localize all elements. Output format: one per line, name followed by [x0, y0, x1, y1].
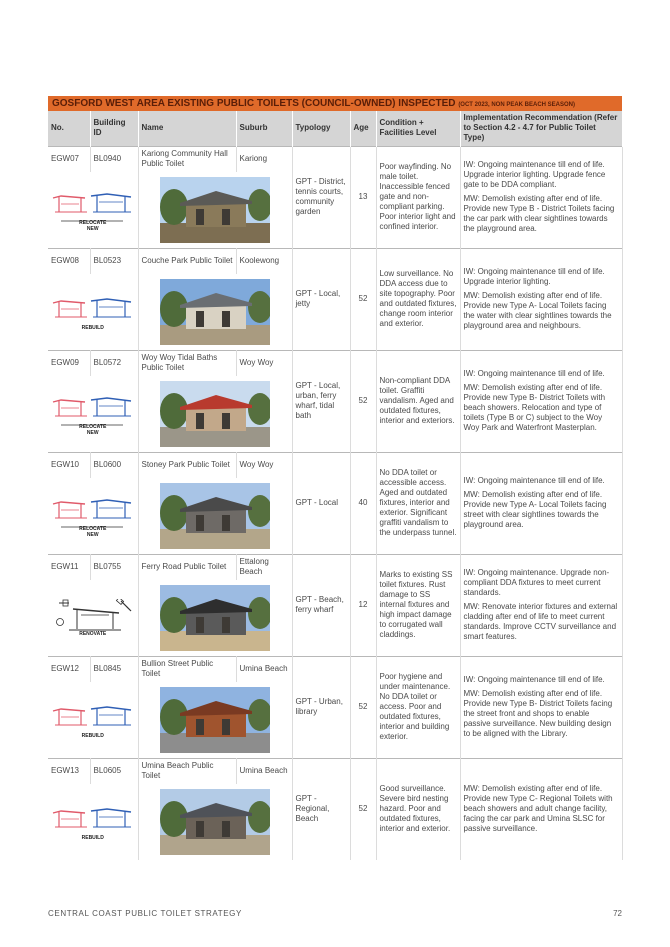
header-age: Age — [350, 111, 376, 146]
cell-no: EGW10 — [48, 452, 90, 478]
cell-recommendation — [460, 248, 622, 350]
page-number: 72 — [613, 909, 622, 918]
toilet-photo — [160, 789, 270, 855]
cell-recommendation — [460, 656, 622, 758]
cell-photo — [138, 274, 292, 350]
cell-no: EGW11 — [48, 554, 90, 580]
recommendation-item: MW: Demolish existing after end of life. Provide new Type A- Local Toilets facing the water with clear sightlines towards the playground area and neighbours. — [463, 291, 612, 330]
cell-photo — [138, 172, 292, 248]
cell-no: EGW07 — [48, 146, 90, 172]
cell-diagram — [48, 274, 138, 350]
cell-age: 52 — [350, 656, 376, 758]
cell-diagram — [48, 376, 138, 452]
cell-diagram — [48, 682, 138, 758]
cell-no: EGW08 — [48, 248, 90, 274]
cell-condition: Poor wayfinding. No male toilet. Inaccessible fenced gate and non-compliant parking. Poor interior light and confined interior. — [376, 146, 460, 248]
cell-diagram — [48, 172, 138, 248]
diagram-label: RELOCATE — [79, 219, 107, 226]
toilet-photo — [160, 177, 270, 243]
recommendation-item: MW: Demolish existing after end of life. Provide new Type C- Regional Toilets with beach showers and adult change facility, facing the car park and Umina SLSC for passive surveillance. — [463, 784, 613, 834]
recommendation-item: IW: Ongoing maintenance. Upgrade non-compliant DDA fixtures to meet current standards. — [463, 568, 610, 597]
cell-recommendation — [460, 350, 622, 452]
recommendation-item: IW: Ongoing maintenance till end of life. Upgrade interior lighting. Upgrade fence gate to be DDA compliant. — [463, 160, 606, 189]
cell-photo — [138, 376, 292, 452]
cell-typology: GPT - Local — [292, 452, 350, 554]
cell-photo — [138, 682, 292, 758]
toilet-photo — [160, 381, 270, 447]
cell-building-id: BL0600 — [90, 452, 138, 478]
cell-condition: Good surveillance. Severe bird nesting hazard. Poor and outdated fixtures, interior and exterior. — [376, 758, 460, 860]
table-row — [48, 248, 622, 274]
cell-no: EGW12 — [48, 656, 90, 682]
diagram-label: REBUILD — [81, 835, 104, 841]
cell-photo — [138, 784, 292, 860]
cell-recommendation — [460, 554, 622, 656]
cell-photo — [138, 580, 292, 656]
diagram-label: RELOCATE — [79, 423, 107, 430]
diagram-sublabel: NEW — [86, 429, 99, 436]
cell-name: Umina Beach Public Toilet — [138, 758, 236, 784]
diagram-label: RENOVATE — [79, 630, 107, 637]
diagram-sublabel: NEW — [86, 531, 99, 538]
recommendation-item: IW: Ongoing maintenance till end of life. — [463, 675, 605, 684]
cell-age: 13 — [350, 146, 376, 248]
table-row — [48, 656, 622, 682]
cell-name: Ferry Road Public Toilet — [138, 554, 236, 580]
cell-typology: GPT - Urban, library — [292, 656, 350, 758]
cell-photo — [138, 478, 292, 554]
cell-building-id: BL0523 — [90, 248, 138, 274]
cell-building-id: BL0572 — [90, 350, 138, 376]
cell-suburb: Woy Woy — [236, 350, 292, 376]
cell-name: Woy Woy Tidal Baths Public Toilet — [138, 350, 236, 376]
table-row — [48, 350, 622, 376]
cell-typology: GPT - Local, jetty — [292, 248, 350, 350]
recommendation-item: MW: Demolish existing after end of life. Provide new Type A- Local Toilets facing street with clear sightlines towards the playground area. — [463, 490, 607, 529]
cell-recommendation — [460, 452, 622, 554]
cell-condition: Poor hygiene and under maintenance. No DDA toilet or access. Poor and outdated fixtures, interior and building exterior. — [376, 656, 460, 758]
cell-suburb: Kariong — [236, 146, 292, 172]
table-row — [48, 452, 622, 478]
cell-condition: Marks to existing SS toilet fixtures. Rust damage to SS internal fixtures and high impact damage to corrugated wall claddings. — [376, 554, 460, 656]
cell-suburb: Ettalong Beach — [236, 554, 292, 580]
cell-name: Bullion Street Public Toilet — [138, 656, 236, 682]
cell-recommendation — [460, 758, 622, 860]
cell-building-id: BL0940 — [90, 146, 138, 172]
toilet-photo — [160, 279, 270, 345]
cell-age: 52 — [350, 350, 376, 452]
header-condition: Condition + Facilities Level — [376, 111, 460, 146]
diagram-label: REBUILD — [81, 324, 104, 331]
recommendation-item: IW: Ongoing maintenance till end of life. — [463, 369, 605, 378]
table-row — [48, 554, 622, 580]
cell-building-id: BL0845 — [90, 656, 138, 682]
cell-typology: GPT - Regional, Beach — [292, 758, 350, 860]
cell-typology: GPT - Beach, ferry wharf — [292, 554, 350, 656]
public-toilets-table — [48, 111, 623, 860]
cell-diagram — [48, 784, 138, 860]
toilet-photo — [160, 585, 270, 651]
recommendation-item: MW: Demolish existing after end of life. Provide new Type B - District Toilets facing the car park with clear sightlines towards the playground area. — [463, 194, 615, 233]
recommendation-item: MW: Renovate interior fixtures and external cladding after end of life to meet current standards. Improve CCTV surveillance and smart features. — [463, 602, 618, 641]
cell-name: Couche Park Public Toilet — [138, 248, 236, 274]
cell-condition: Low surveillance. No DDA access due to site topography. Poor and outdated fixtures, change room interior and exterior. — [376, 248, 460, 350]
diagram-sublabel: NEW — [86, 225, 99, 232]
recommendation-item: MW: Demolish existing after end of life. Provide new Type B- District Toilets facing the street front and shops to enable passive surveillance. New building design to be aligned with the Library. — [463, 689, 613, 738]
table-header-row — [48, 111, 622, 146]
header-suburb: Suburb — [236, 111, 292, 146]
cell-recommendation — [460, 146, 622, 248]
cell-age: 52 — [350, 758, 376, 860]
toilet-photo — [160, 483, 270, 549]
diagram-label: RELOCATE — [79, 525, 107, 532]
cell-condition: Non-compliant DDA toilet. Graffiti vandalism. Aged and outdated fixtures, interior and exteriors. — [376, 350, 460, 452]
cell-building-id: BL0755 — [90, 554, 138, 580]
cell-typology: GPT - Local, urban, ferry wharf, tidal bath — [292, 350, 350, 452]
cell-suburb: Umina Beach — [236, 656, 292, 682]
cell-typology: GPT - District, tennis courts, community garden — [292, 146, 350, 248]
toilet-photo — [160, 687, 270, 753]
table-title-banner — [48, 96, 622, 111]
recommendation-item: IW: Ongoing maintenance till end of life. — [463, 476, 605, 485]
table-row — [48, 758, 622, 784]
header-no: No. — [48, 111, 90, 146]
cell-diagram — [48, 580, 138, 656]
header-recommendation: Implementation Recommendation (Refer to Section 4.2 - 4.7 for Public Toilet Type) — [460, 111, 622, 146]
diagram-label: REBUILD — [81, 732, 104, 739]
cell-age: 12 — [350, 554, 376, 656]
cell-condition: No DDA toilet or accessible access. Aged and outdated fixtures, interior and exterior. Significant graffiti vandalism to the underpass tunnel. — [376, 452, 460, 554]
recommendation-item: IW: Ongoing maintenance till end of life. Upgrade interior lighting. — [463, 267, 605, 286]
recommendation-item: MW: Demolish existing after end of life. Provide new Type B- District Toilets with beach showers. Relocation and type of toilets (Type B or C) subject to the Woy Woy Park and Waterfront Masterplan. — [463, 383, 606, 432]
cell-name: Stoney Park Public Toilet — [138, 452, 236, 478]
cell-diagram — [48, 478, 138, 554]
cell-name: Kariong Community Hall Public Toilet — [138, 146, 236, 172]
footer-title: CENTRAL COAST PUBLIC TOILET STRATEGY — [48, 909, 242, 918]
cell-age: 40 — [350, 452, 376, 554]
cell-suburb: Koolewong — [236, 248, 292, 274]
table-row — [48, 146, 622, 172]
cell-building-id: BL0605 — [90, 758, 138, 784]
cell-no: EGW13 — [48, 758, 90, 784]
header-building-id: Building ID — [90, 111, 138, 146]
table-subtitle: (OCT 2023, NON PEAK BEACH SEASON) — [458, 102, 575, 108]
cell-suburb: Woy Woy — [236, 452, 292, 478]
table-title: GOSFORD WEST AREA EXISTING PUBLIC TOILETS (COUNCIL-OWNED) INSPECTED — [52, 98, 456, 109]
header-name: Name — [138, 111, 236, 146]
header-typology: Typology — [292, 111, 350, 146]
cell-age: 52 — [350, 248, 376, 350]
cell-no: EGW09 — [48, 350, 90, 376]
cell-suburb: Umina Beach — [236, 758, 292, 784]
